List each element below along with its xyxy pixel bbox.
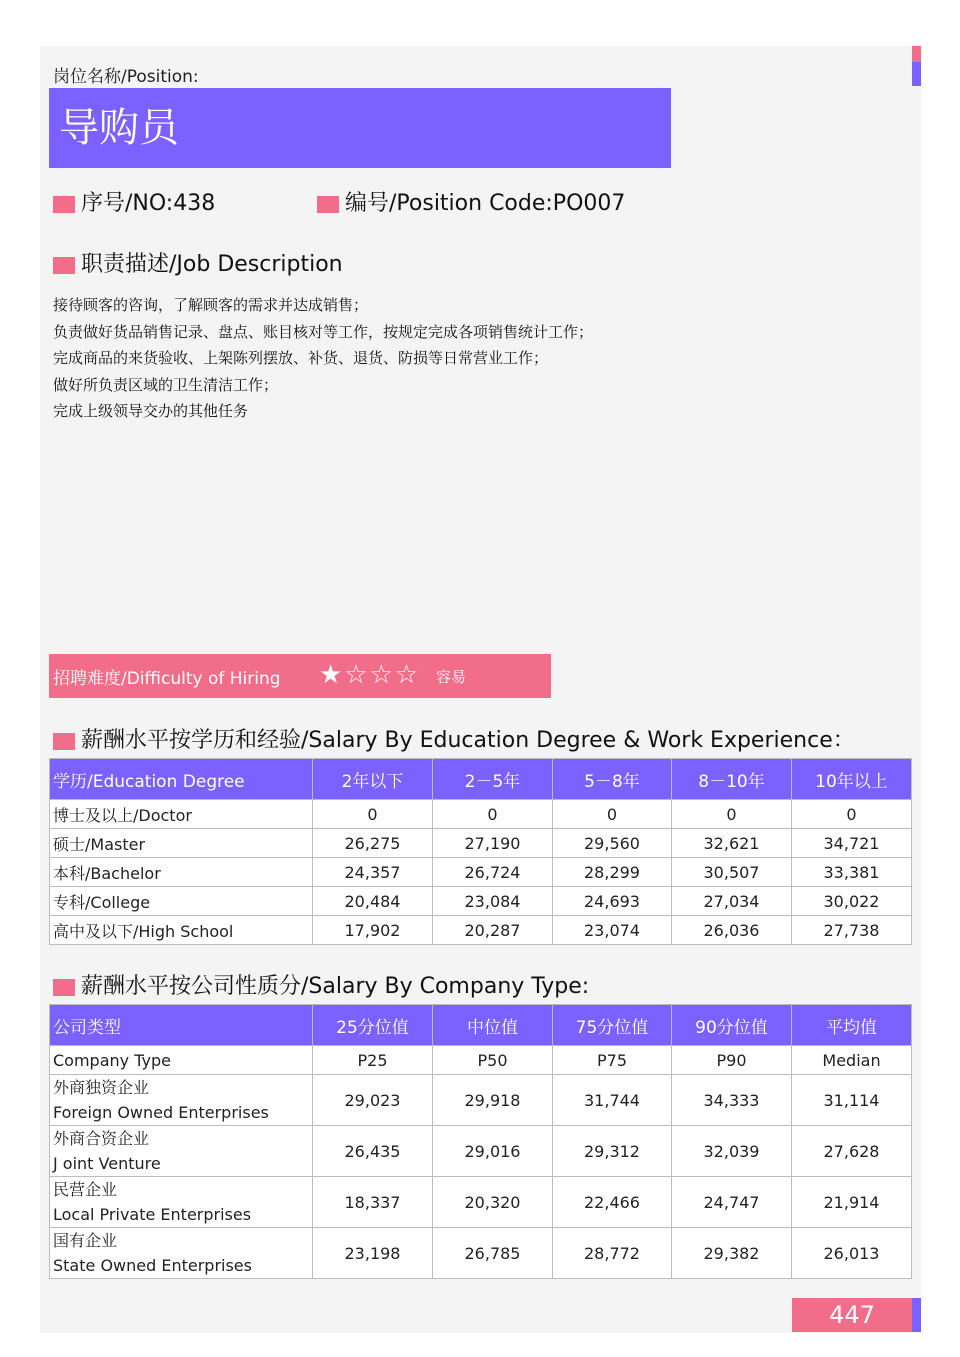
table-cell: 34,333 <box>672 1075 792 1126</box>
table-cell: 32,039 <box>672 1126 792 1177</box>
edu-salary-heading <box>53 723 855 754</box>
company-type-en: J oint Venture <box>53 1154 161 1173</box>
table-header-cell: 8－10年 <box>672 759 792 800</box>
table-cell: 硕士/Master <box>50 829 313 858</box>
table-header-cell: 10年以上 <box>792 759 912 800</box>
table-cell: 0 <box>672 800 792 829</box>
table-cell: 23,074 <box>553 916 672 945</box>
table-cell: 高中及以下/High School <box>50 916 313 945</box>
bullet-square-icon <box>317 196 339 213</box>
position-label: 岗位名称/Position: <box>53 67 199 87</box>
table-cell: 28,299 <box>553 858 672 887</box>
table-cell: 29,560 <box>553 829 672 858</box>
table-header-row <box>50 1005 912 1046</box>
table-cell: 0 <box>792 800 912 829</box>
table-cell: 28,772 <box>553 1228 672 1279</box>
table-cell: Median <box>792 1046 912 1075</box>
table-cell: Company Type <box>50 1046 313 1075</box>
table-cell <box>50 1126 313 1177</box>
table-cell: 31,744 <box>553 1075 672 1126</box>
position-code <box>317 186 625 217</box>
table-cell: 26,785 <box>433 1228 553 1279</box>
table-cell: 30,022 <box>792 887 912 916</box>
table-cell: P75 <box>553 1046 672 1075</box>
job-description-heading <box>53 247 343 278</box>
company-type-cn: 国有企业 <box>53 1231 118 1250</box>
table-cell: 26,435 <box>313 1126 433 1177</box>
table-header-cell: 公司类型 <box>50 1005 313 1046</box>
position-code-text: 编号/Position Code:PO007 <box>345 191 626 216</box>
table-cell: 29,918 <box>433 1075 553 1126</box>
table-cell: 26,724 <box>433 858 553 887</box>
table-cell: P90 <box>672 1046 792 1075</box>
hiring-difficulty-level: 容易 <box>436 668 467 686</box>
job-description-line: 做好所负责区域的卫生清洁工作； <box>53 375 279 394</box>
table-cell: 29,023 <box>313 1075 433 1126</box>
table-header-cell: 5－8年 <box>553 759 672 800</box>
table-cell: 24,747 <box>672 1177 792 1228</box>
serial-number-text: 序号/NO:438 <box>81 191 216 216</box>
table-cell: 31,114 <box>792 1075 912 1126</box>
star-rating-icon: ★☆☆☆ <box>319 660 421 690</box>
job-description-line: 完成商品的来货验收、上架陈列摆放、补货、退货、防损等日常营业工作； <box>53 349 549 367</box>
table-cell: 23,084 <box>433 887 553 916</box>
job-description-line: 完成上级领导交办的其他任务 <box>53 402 249 420</box>
table-cell: 博士及以上/Doctor <box>50 800 313 829</box>
table-row <box>50 858 912 887</box>
edu-salary-heading-text: 薪酬水平按学历和经验/Salary By Education Degree & Work Experience： <box>81 728 855 753</box>
table-cell: 23,198 <box>313 1228 433 1279</box>
table-cell <box>50 1228 313 1279</box>
table-row <box>50 1177 912 1228</box>
serial-number <box>53 186 215 217</box>
hiring-difficulty-label: 招聘难度/Difficulty of Hiring <box>53 669 281 689</box>
table-cell: 29,382 <box>672 1228 792 1279</box>
table-row <box>50 800 912 829</box>
table-cell: 27,034 <box>672 887 792 916</box>
table-cell: P25 <box>313 1046 433 1075</box>
table-cell: 32,621 <box>672 829 792 858</box>
table-cell: 29,312 <box>553 1126 672 1177</box>
table-cell: 26,036 <box>672 916 792 945</box>
table-row <box>50 887 912 916</box>
page-number-accent <box>912 1298 921 1332</box>
job-description-heading-text: 职责描述/Job Description <box>81 252 343 277</box>
hiring-difficulty-bar <box>49 654 551 698</box>
table-cell: 专科/College <box>50 887 313 916</box>
bullet-square-icon <box>53 733 75 750</box>
table-cell: 26,013 <box>792 1228 912 1279</box>
company-salary-table <box>49 1004 912 1279</box>
table-header-cell: 平均值 <box>792 1005 912 1046</box>
table-header-cell: 90分位值 <box>672 1005 792 1046</box>
bullet-square-icon <box>53 979 75 996</box>
table-header-cell: 75分位值 <box>553 1005 672 1046</box>
table-cell: 20,287 <box>433 916 553 945</box>
job-description-line: 接待顾客的咨询，了解顾客的需求并达成销售； <box>53 296 369 314</box>
table-cell: 29,016 <box>433 1126 553 1177</box>
table-cell: 30,507 <box>672 858 792 887</box>
table-header-cell: 25分位值 <box>313 1005 433 1046</box>
table-row <box>50 1075 912 1126</box>
table-cell: 20,484 <box>313 887 433 916</box>
table-cell: 0 <box>313 800 433 829</box>
table-header-cell: 2年以下 <box>313 759 433 800</box>
position-title-bar <box>49 88 671 168</box>
table-cell: 27,628 <box>792 1126 912 1177</box>
table-row <box>50 1228 912 1279</box>
table-cell: 0 <box>553 800 672 829</box>
company-type-en: Local Private Enterprises <box>53 1205 252 1224</box>
position-title: 导购员 <box>59 105 179 151</box>
job-description-line: 负责做好货品销售记录、盘点、账目核对等工作，按规定完成各项销售统计工作； <box>53 322 594 341</box>
table-cell: 24,693 <box>553 887 672 916</box>
corner-accent-purple <box>912 62 921 86</box>
table-row <box>50 916 912 945</box>
edu-salary-table <box>49 758 912 945</box>
table-header-cell: 2－5年 <box>433 759 553 800</box>
table-cell: 0 <box>433 800 553 829</box>
table-cell: 20,320 <box>433 1177 553 1228</box>
table-header-row <box>50 759 912 800</box>
company-salary-heading-text: 薪酬水平按公司性质分/Salary By Company Type: <box>81 974 590 999</box>
company-type-en: Foreign Owned Enterprises <box>53 1103 269 1122</box>
table-row <box>50 1126 912 1177</box>
company-type-cn: 民营企业 <box>53 1180 118 1199</box>
table-row <box>50 829 912 858</box>
company-type-cn: 外商独资企业 <box>53 1078 150 1097</box>
table-cell: 17,902 <box>313 916 433 945</box>
table-cell: P50 <box>433 1046 553 1075</box>
table-cell: 33,381 <box>792 858 912 887</box>
table-cell: 22,466 <box>553 1177 672 1228</box>
table-subheader-row <box>50 1046 912 1075</box>
table-cell: 18,337 <box>313 1177 433 1228</box>
corner-accent-pink <box>912 46 921 62</box>
table-header-cell: 中位值 <box>433 1005 553 1046</box>
bullet-square-icon <box>53 196 75 213</box>
company-type-en: State Owned Enterprises <box>53 1256 252 1275</box>
job-description <box>53 292 593 425</box>
company-type-cn: 外商合资企业 <box>53 1129 150 1148</box>
table-cell: 27,190 <box>433 829 553 858</box>
company-salary-heading <box>53 969 589 1000</box>
table-cell <box>50 1075 313 1126</box>
page-number: 447 <box>792 1298 912 1332</box>
table-header-cell: 学历/Education Degree <box>50 759 313 800</box>
bullet-square-icon <box>53 257 75 274</box>
table-cell: 本科/Bachelor <box>50 858 313 887</box>
table-cell <box>50 1177 313 1228</box>
table-cell: 34,721 <box>792 829 912 858</box>
table-cell: 24,357 <box>313 858 433 887</box>
table-cell: 26,275 <box>313 829 433 858</box>
table-cell: 21,914 <box>792 1177 912 1228</box>
table-cell: 27,738 <box>792 916 912 945</box>
